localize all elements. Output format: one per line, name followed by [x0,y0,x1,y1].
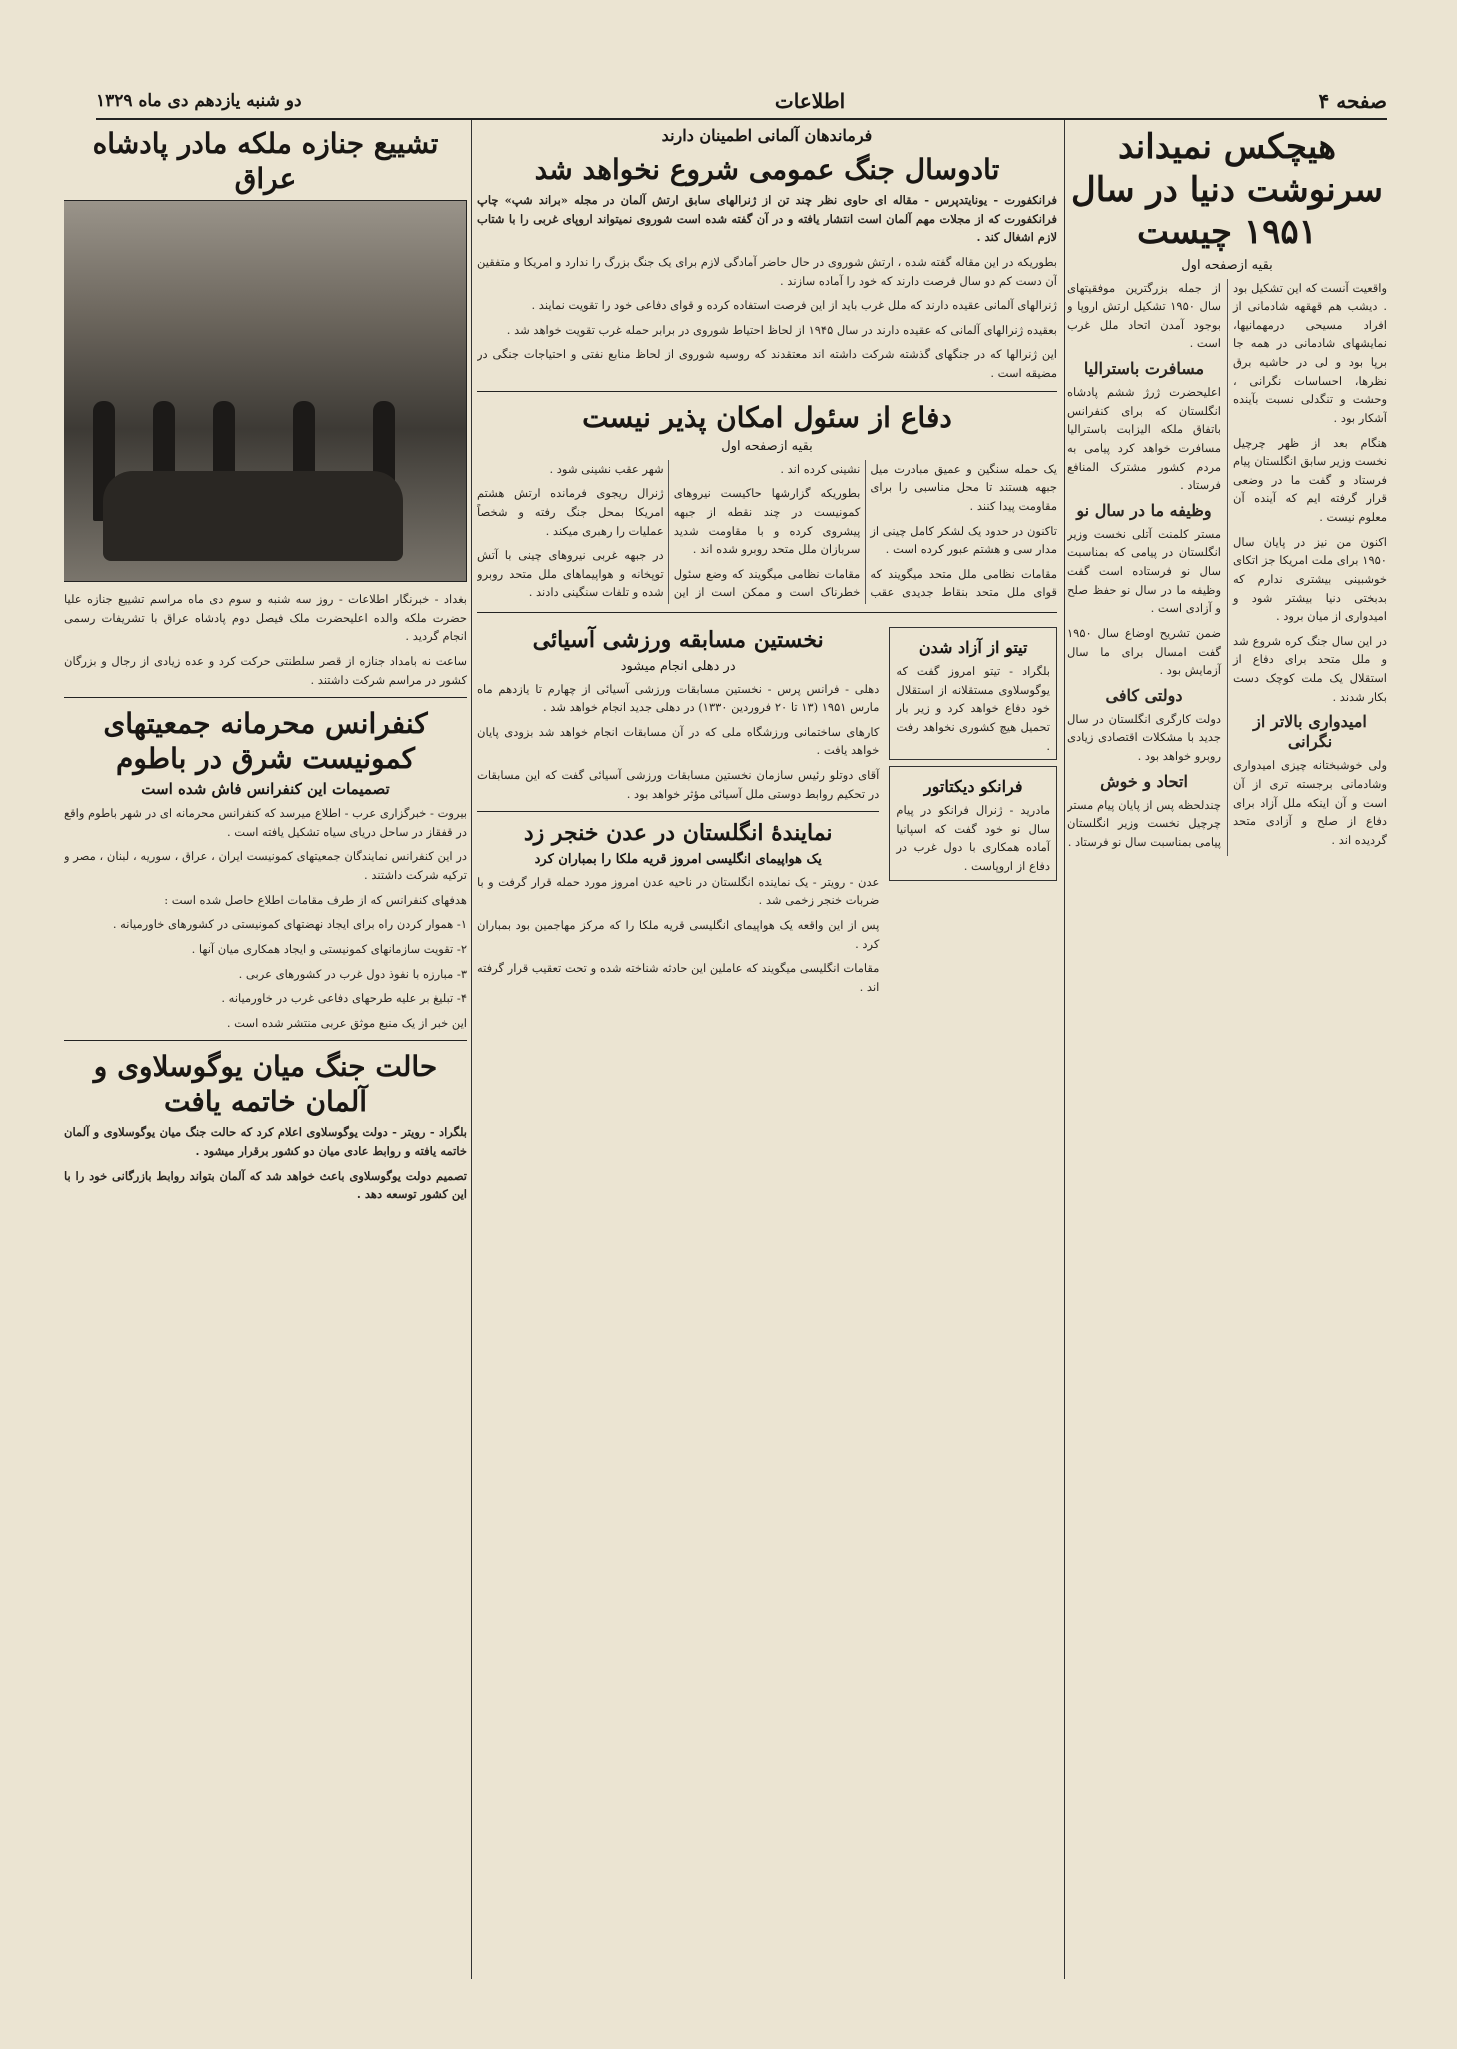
funeral-photo [64,200,467,582]
section-heading: وظیفه ما در سال نو [1076,500,1212,520]
divider [477,811,879,812]
paragraph: در این کنفرانس نمایندگان جمعیتهای کمونیست ایران ، عراق ، سوریه ، لبنان ، مصر و ترکیه شرکت داشتند . [64,849,467,882]
article-headline: تشییع جنازه ملکه مادر پادشاه عراق [92,127,439,195]
paragraph: در جبهه غربی نیروهای چینی با آتش توپخانه و هواپیماهای ملل متحد روبرو شده و تلفات سنگینی دادند . [477,548,664,600]
article-subhead: تصمیمات این کنفرانس فاش شده است [141,780,390,799]
paragraph: اعلیحضرت ژرژ ششم پادشاه انگلستان که برای کنفرانس باتفاق ملکه الیزابت باسترالیا مسافرت خواهد کرد پیامی به مردم کشور مشترک المنافع فرستاد . [1067,385,1221,493]
paragraph: ۳- مبارزه با نفوذ دول غرب در کشورهای عربی . [238,966,467,981]
issue-date: دو شنبه یازدهم دی ماه ۱۳۲۹ [96,91,302,111]
article-headline: نخستین مسابقه ورزشی آسیائی [532,627,824,653]
section-heading: دولتی کافی [1105,685,1183,705]
paragraph: مستر کلمنت آتلی نخست وزیر انگلستان در پیامی که بمناسبت سال نو فرستاده است گفت وظیفه ما در سال نو حفظ صلح و آزادی است . [1067,526,1221,616]
paragraph: ۴- تبلیغ بر علیه طرحهای دفاعی غرب در خاورمیانه . [221,991,467,1006]
column-center [477,120,1057,1980]
side-headline: فرانکو دیکتاتور [923,777,1023,797]
paragraph: ولی خوشبختانه چیزی امیدواری وشادمانی برجسته تری از آن است و آن اینکه ملل آزاد برای دفاع از صلح و آزادی متحد گردیده اند . [1233,758,1387,847]
paragraph: یک حمله سنگین و عمیق مبادرت میل جبهه هستند تا محل مناسبی را برای مقاومت پیدا کنند . [870,461,1057,513]
paragraph: ۲- تقویت سازمانهای کمونیستی و ایجاد همکاری میان آنها . [191,941,467,956]
masthead [96,84,1387,120]
paragraph: ۱- هموار کردن راه برای ایجاد نهضتهای کمونیستی در کشورهای خاورمیانه . [112,917,467,932]
paragraph: هنگام بعد از ظهر چرچیل نخست وزیر سابق انگلستان پیام فرستاد و گفت ما در وضعی قرار گرفته ایم که آینده آن معلوم نیست . [1233,435,1387,524]
article-subhead: یک هواپیمای انگلیسی امروز قریه ملکا را بمباران کرد [534,851,822,867]
hearse-vehicle [103,471,403,561]
paragraph: تاکنون در حدود یک لشکر کامل چینی از مدار سی و هشتم عبور کرده است . [870,523,1057,557]
photo-caption [64,590,467,689]
paragraph: ژنرالهای آلمانی عقیده دارند که ملل غرب باید از این فرصت استفاده کرده و قوای دفاعی خود را تقویت نمایند . [531,298,1057,313]
paragraph: در این سال جنگ کره شروع شد و ملل متحد برای دفاع از استقلال یک ملت کوچک دست بکار شدند . [1233,633,1387,704]
article-headline: دفاع از سئول امکان پذیر نیست [582,400,952,434]
column-right [1067,120,1387,1980]
paragraph: بعقیده ژنرالهای آلمانی که عقیده دارند در سال ۱۹۴۵ از لحاظ احتیاط شوروی در برابر حمله غرب تقویت خواهد شد . [506,322,1057,337]
paragraph: مقامات نظامی میگویند که وضع سئول خطرناک است و ممکن است از این شهر عقب نشینی شود . [549,461,861,600]
paragraph: پس از این واقعه یک هواپیمای انگلیسی قریه ملکا را که مرکز مهاجمین بود بمباران کرد . [477,918,880,951]
paragraph: هدفهای کنفرانس که از طرف مقامات اطلاع حاصل شده است : [164,892,467,907]
column-rule [471,120,472,1979]
article-headline: تادوسال جنگ عمومی شروع نخواهد شد [534,153,1000,186]
paragraph: آقای دوتلو رئیس سازمان نخستین مسابقات ورزشی آسیائی گفت که این مسابقات در تحکیم روابط دوستی ملل آسیائی مؤثر خواهد بود . [477,768,880,801]
paragraph: چندلحظه پس از پایان پیام مستر چرچیل نخست وزیر انگلستان پیامی بمناسبت سال نو فرستاد . [1067,797,1221,849]
divider [477,612,1057,613]
paragraph: بغداد - خبرنگار اطلاعات - روز سه شنبه و سوم دی ماه مراسم تشییع جنازه علیا حضرت ملکه والده اعلیحضرت ملک فیصل دوم پادشاه عراق با تشریفات رسمی انجام گردید . [64,592,467,644]
article-intro [477,191,1057,247]
article-headline: حالت جنگ میان یوگوسلاوی و آلمان خاتمه یافت [93,1050,438,1119]
side-article [889,627,1057,760]
article-continuation: بقیه ازصفحه اول [1181,257,1273,273]
paragraph: ساعت نه بامداد جنازه از قصر سلطنتی حرکت کرد و عده زیادی از رجال و بزرگان کشور در مراسم شرکت داشتند . [64,653,467,687]
article-body [477,680,879,804]
paragraph: بطوریکه گزارشها حاکیست نیروهای کمونیست در چند نقطه از جبهه پیشروی کرده و با مقاومت شدید سربازان ملل متحد روبرو شده اند . [673,486,861,557]
side-column [889,621,1057,1003]
paragraph: ژنرال ریجوی فرمانده ارتش هشتم امریکا بمحل جنگ رفته و شخصاً عملیات را رهبری میکند . [477,486,664,538]
paragraph: دولت کارگری انگلستان در سال جدید با مشکلات اقتصادی زیادی روبرو خواهد بود . [1067,711,1221,763]
divider [64,1040,467,1041]
section-heading: مسافرت باسترالیا [1083,359,1205,378]
paragraph: بیروت - خبرگزاری عرب - اطلاع میرسد که کنفرانس محرمانه ای در شهر باطوم واقع در قفقاز در ساحل دریای سیاه تشکیل یافته است . [64,806,467,839]
side-body: مادرید - ژنرال فرانکو در پیام سال نو خود گفت که اسپانیا آماده همکاری با دول غرب در دفاع از اروپاست . [896,803,1050,873]
paragraph: مقامات انگلیسی میگویند که عاملین این حادثه شناخته شده و تحت تعقیب قرار گرفته اند . [477,961,880,994]
article-body [477,873,879,997]
article-headline: کنفرانس محرمانه جمعیتهای کمونیست شرق در باطوم [103,707,428,776]
section-heading: اتحاد و خوش [1100,771,1188,791]
side-article [889,766,1057,881]
paragraph: این ژنرالها که در جنگهای گذشته شرکت داشته اند معتقدند که روسیه شوروی از لحاظ منابع نفتی و احتیاجات جنگی در مضیقه است . [477,347,1057,380]
section-heading: امیدواری بالاتر از نگرانی [1253,712,1367,752]
paragraph: مقامات نظامی ملل متحد میگویند که قوای ملل متحد بنقاط جدیدی عقب نشینی کرده اند . [780,461,1057,600]
paragraph: فرانکفورت - یونایتدپرس - مقاله ای حاوی نظر چند تن از ژنرالهای سابق ارتش آلمان در مجله «براند شپ» چاپ فرانکفورت که از مجلات مهم آلمان است انتشار یافته و در آن گفته شده است شوروی نمیتواند اروپای غربی را با شتاب لازم اشغال کند . [477,193,1057,245]
article-kicker: فرماندهان آلمانی اطمینان دارند [661,126,873,145]
column-left [64,120,467,1980]
article-subhead: در دهلی انجام میشود [620,658,736,674]
paragraph: عدن - رویتر - یک نماینده انگلستان در ناحیه عدن امروز مورد حمله قرار گرفت و با ضربات خنجر زخمی شد . [477,874,880,908]
paper-name: اطلاعات [774,89,846,113]
paragraph: تصمیم دولت یوگوسلاوی باعث خواهد شد که آلمان بتواند روابط بازرگانی خود را با این کشور توسعه دهد . [64,1168,467,1202]
paragraph: کارهای ساختمانی ورزشگاه ملی که در آن مسابقات انجام خواهد شد بزودی پایان خواهد یافت . [477,724,880,758]
main-lower-column [477,621,879,1003]
lower-section [477,621,1057,1003]
paragraph: اکنون من نیز در پایان سال ۱۹۵۰ برای ملت امریکا جز اتکای خوشبینی بیشتری ندارم که بدبختی دنیا بیشتر شود و امیدواری از میان برود . [1233,534,1387,624]
article-headline: نمایندۀ انگلستان در عدن خنجر زد [523,820,833,847]
side-body: بلگراد - تیتو امروز گفت که یوگوسلاوی مستقلانه از استقلال خود دفاع خواهد کرد و زیر بار تحمیل هیچ کشوری نخواهد رفت . [896,664,1050,753]
article-headline: هیچکس نمیداند سرنوشت دنیا در سال ۱۹۵۱ چیست [1071,127,1383,252]
article-body [477,460,1057,604]
divider [64,697,467,698]
side-headline: تیتو از آزاد شدن [918,638,1028,657]
paragraph: بطوریکه در این مقاله گفته شده ، ارتش شوروی در حال حاضر آمادگی لازم برای یک جنگ بزرگ را ندارد و امریکا و متفقین آن دست کم دو سال فرصت دارند که خود را آماده سازند . [477,254,1057,288]
paragraph: ضمن تشریح اوضاع سال ۱۹۵۰ گفت امسال برای ما سال آزمایش بود . [1067,625,1221,678]
article-body [64,804,467,1032]
article-body [477,253,1057,383]
paragraph: بلگراد - رویتر - دولت یوگوسلاوی اعلام کرد که حالت جنگ میان یوگوسلاوی و آلمان خاتمه یافته و روابط عادی میان دو کشور برقرار میشود . [64,1125,467,1158]
paragraph: این خبر از یک منبع موثق عربی منتشر شده است . [226,1015,467,1030]
article-body [64,1123,467,1204]
article-body [1067,279,1387,857]
paragraph: واقعیت آنست که این تشکیل بود . دیشب هم قهقهه شادمانی از افراد مسیحی درمهمانیها، نمایشهای شادمانی در همه جا برپا بود و لی در حاشیه برق نظرها، احساسات نگرانی ، وحشت و تنگدلی نسبت بآینده آشکار بود . [1233,280,1387,425]
paragraph: از جمله بزرگترین موفقیتهای سال ۱۹۵۰ تشکیل ارتش اروپا و بوجود آمدن اتحاد ملل غرب است . [1067,280,1221,351]
paragraph: دهلی - فرانس پرس - نخستین مسابقات ورزشی آسیائی از چهارم تا یازدهم ماه مارس ۱۹۵۱ (۱۳ تا ۲۰ فروردین ۱۳۳۰) در دهلی جدید انجام خواهد شد . [477,681,880,715]
article-continuation: بقیه ازصفحه اول [721,438,813,454]
divider [477,391,1057,392]
page-label: صفحه ۴ [1318,89,1387,113]
column-rule [1064,120,1065,1979]
